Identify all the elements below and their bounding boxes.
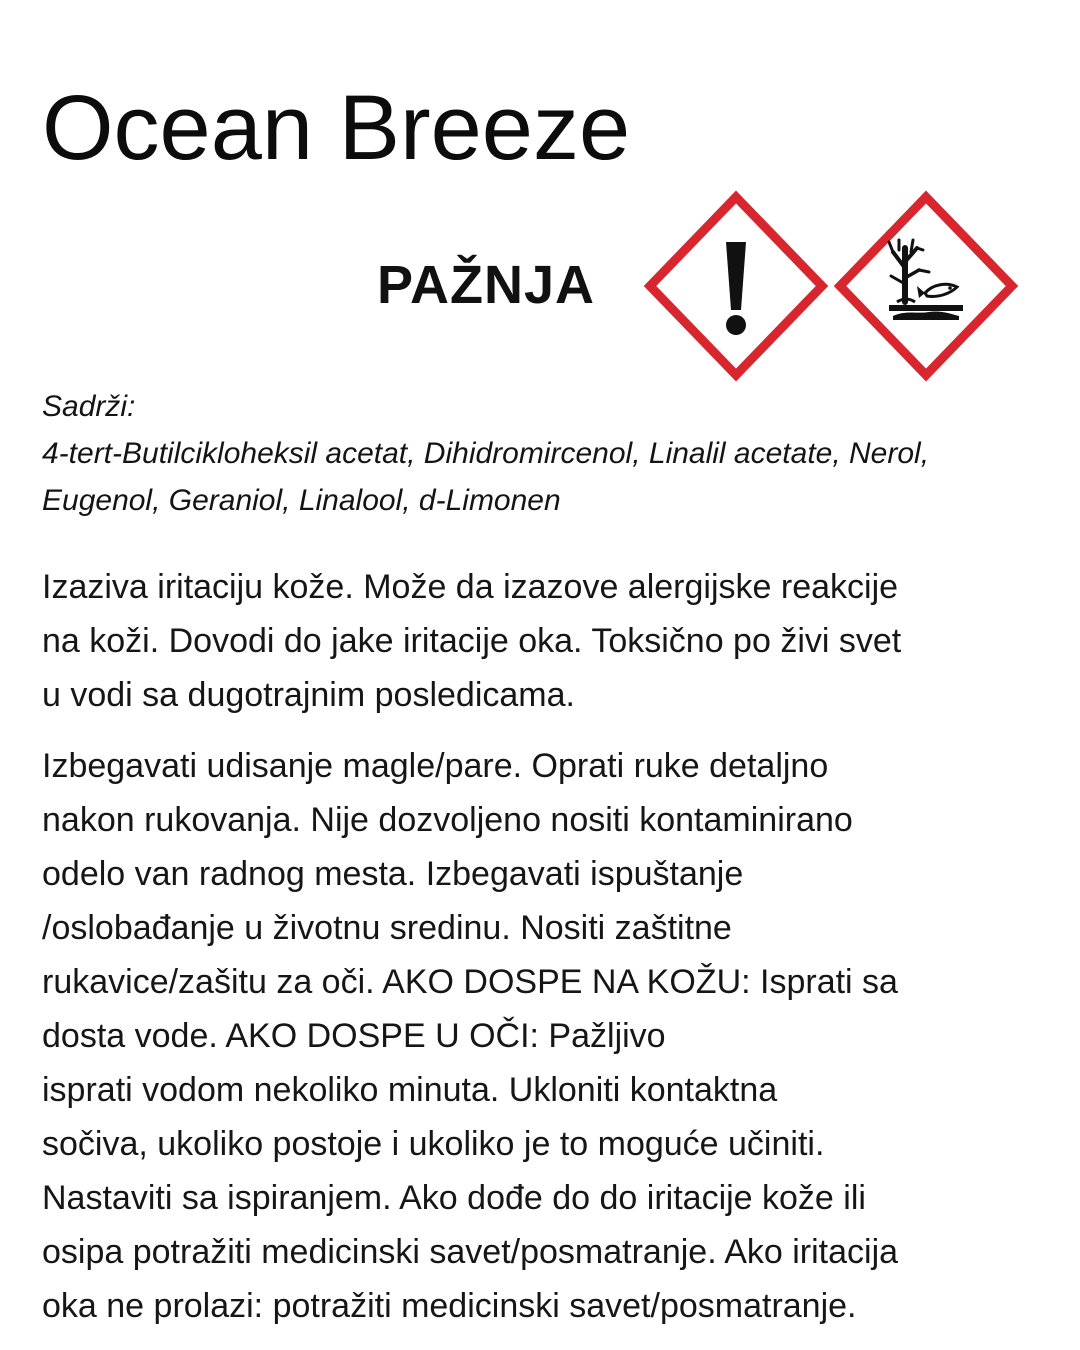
ingredients-line: 4-tert-Butilcikloheksil acetat, Dihidromircenol, Linalil acetate, Nerol, [42, 437, 930, 470]
signal-word: PAŽNJA [377, 255, 596, 315]
ghs09-environment-icon [833, 190, 1019, 382]
product-title: Ocean Breeze [42, 77, 631, 179]
hazard-statements [42, 560, 1052, 722]
ingredients-section [42, 383, 1052, 524]
precaution-line: isprati vodom nekoliko minuta. Ukloniti kontaktna [42, 1071, 778, 1109]
precaution-line: osipa potražiti medicinski savet/posmatranje. Ako iritacija [42, 1233, 899, 1271]
environment-pictogram-svg [833, 190, 1019, 382]
precaution-line: sočiva, ukoliko postoje i ukoliko je to moguće učiniti. [42, 1125, 825, 1163]
ingredients-line: Eugenol, Geraniol, Linalool, d-Limonen [42, 484, 561, 517]
precaution-line: oka ne prolazi: potražiti medicinski savet/posmatranje. [42, 1287, 857, 1325]
precaution-line: /oslobađanje u životnu sredinu. Nositi zaštitne [42, 909, 732, 947]
signal-row [0, 190, 1080, 382]
precaution-line: Nastaviti sa ispiranjem. Ako dođe do do iritacije kože ili [42, 1179, 866, 1217]
precaution-line: odelo van radnog mesta. Izbegavati ispuštanje [42, 855, 744, 893]
hazard-statement-line: u vodi sa dugotrajnim posledicama. [42, 676, 575, 714]
precautionary-statements [42, 739, 1052, 1333]
precaution-line: nakon rukovanja. Nije dozvoljeno nositi kontaminirano [42, 801, 853, 839]
precaution-line: rukavice/zašitu za oči. AKO DOSPE NA KOŽU: Isprati sa [42, 963, 898, 1001]
precaution-line: Izbegavati udisanje magle/pare. Oprati ruke detaljno [42, 747, 829, 785]
precaution-line: dosta vode. AKO DOSPE U OČI: Pažljivo [42, 1017, 666, 1055]
exclamation-pictogram-svg [643, 190, 829, 382]
hazard-statement-line: Izaziva iritaciju kože. Može da izazove alergijske reakcije [42, 568, 899, 606]
contains-label: Sadrži: [42, 390, 136, 423]
ghs07-exclamation-mark-icon [643, 190, 829, 382]
hazard-statement-line: na koži. Dovodi do jake iritacije oka. Toksično po živi svet [42, 622, 902, 660]
